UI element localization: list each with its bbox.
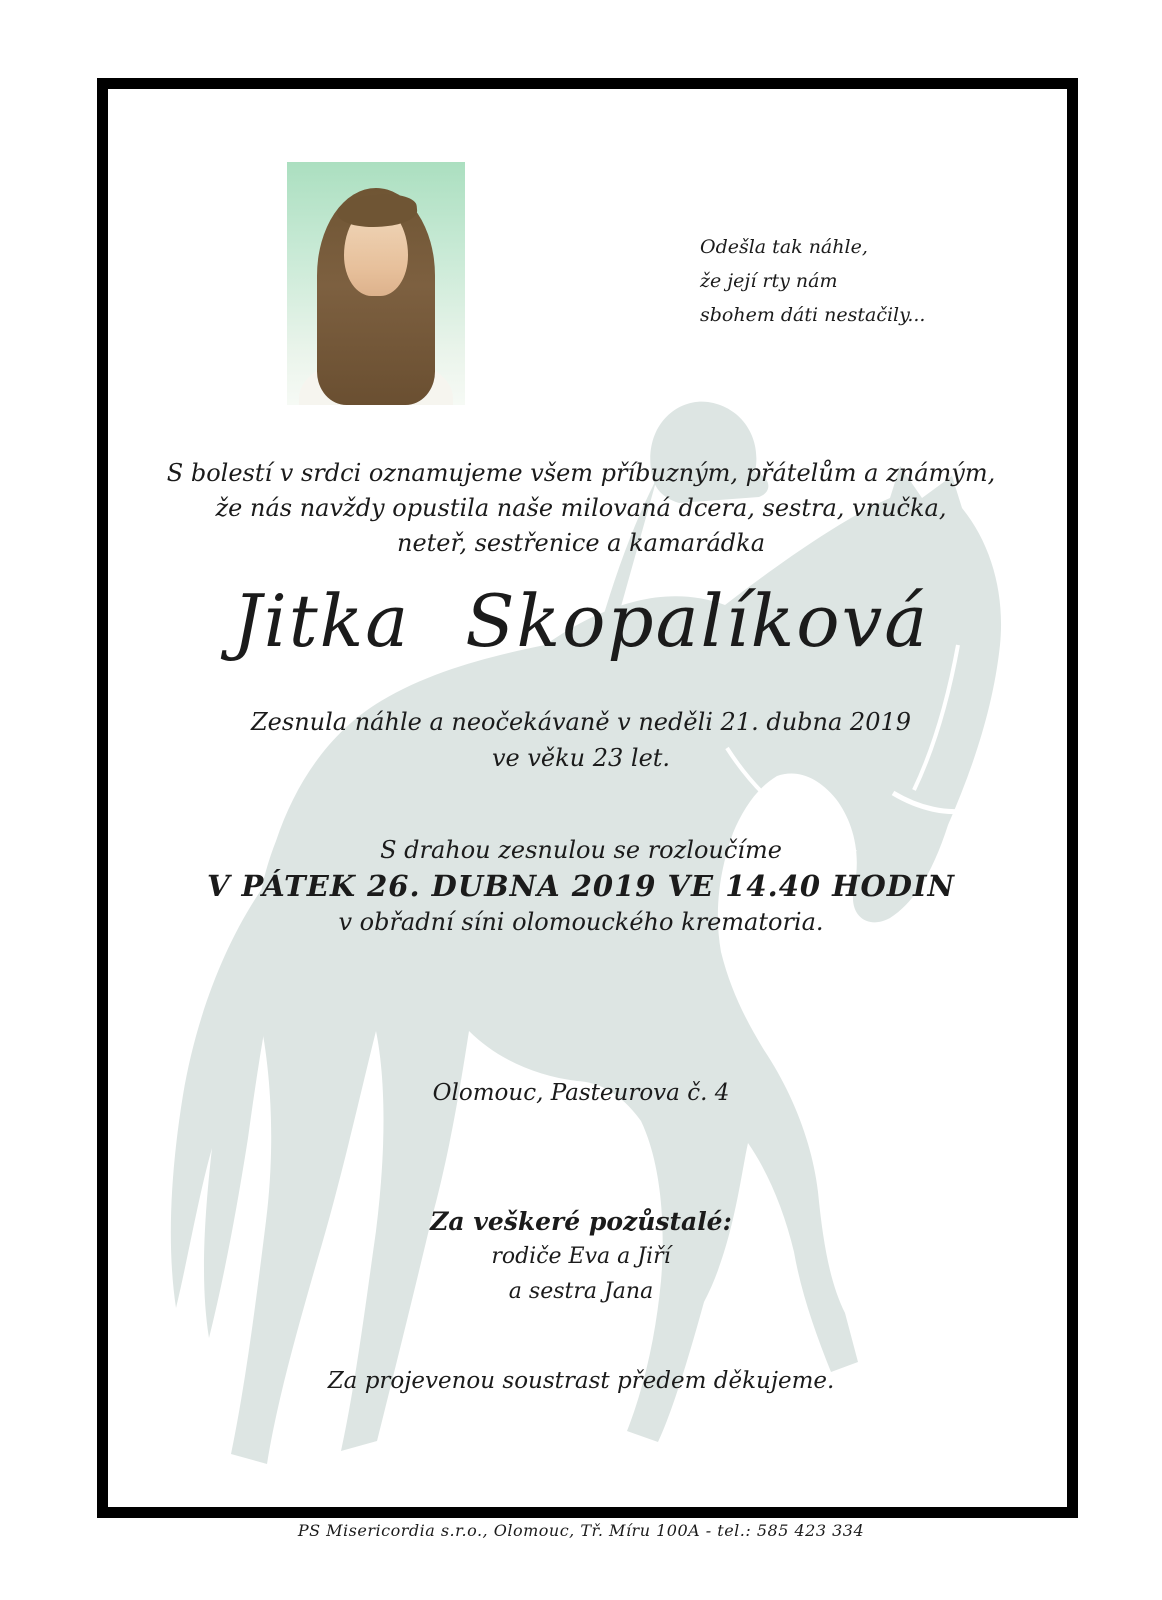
- funeral-home-footer: PS Misericordia s.r.o., Olomouc, Tř. Míru 100A - tel.: 585 423 334: [297, 1521, 865, 1540]
- announcement-line: že nás navždy opustila naše milovaná dcera, sestra, vnučka,: [215, 494, 947, 522]
- deceased-name: [0, 566, 1162, 676]
- announcement-line: S bolestí v srdci oznamujeme všem příbuzným, přátelům a známým,: [166, 459, 996, 487]
- death-details: [0, 704, 1162, 776]
- survivors-line: rodiče Eva a Jiří: [491, 1244, 671, 1269]
- death-line: ve věku 23 let.: [491, 744, 671, 772]
- memorial-verse: [700, 230, 940, 332]
- death-line: Zesnula náhle a neočekávaně v neděli 21. dubna 2019: [251, 708, 911, 736]
- deceased-first-name: Jitka: [232, 579, 411, 663]
- ceremony-place: v obřadní síni olomouckého krematoria.: [338, 908, 824, 936]
- ceremony-datetime: V PÁTEK 26. DUBNA 2019 VE 14.40 HODIN: [206, 869, 956, 903]
- verse-line: Odešla tak náhle,: [700, 236, 868, 258]
- ceremony-details: [0, 832, 1162, 940]
- verse-line: sbohem dáti nestačily...: [700, 304, 926, 326]
- survivors-line: a sestra Jana: [508, 1279, 654, 1304]
- ceremony-address: Olomouc, Pasteurova č. 4: [432, 1080, 730, 1106]
- verse-line: že její rty nám: [700, 270, 838, 292]
- survivors-block: [0, 1204, 1162, 1309]
- announcement-text: [0, 456, 1162, 561]
- ceremony-intro: S drahou zesnulou se rozloučíme: [380, 836, 782, 864]
- portrait-photo: [287, 162, 465, 405]
- survivors-heading: Za veškeré pozůstalé:: [430, 1207, 732, 1236]
- announcement-line: neteř, sestřenice a kamarádka: [396, 529, 765, 557]
- condolence-thanks: Za projevenou soustrast předem děkujeme.: [327, 1368, 835, 1394]
- deceased-last-name: Skopalíková: [465, 579, 930, 663]
